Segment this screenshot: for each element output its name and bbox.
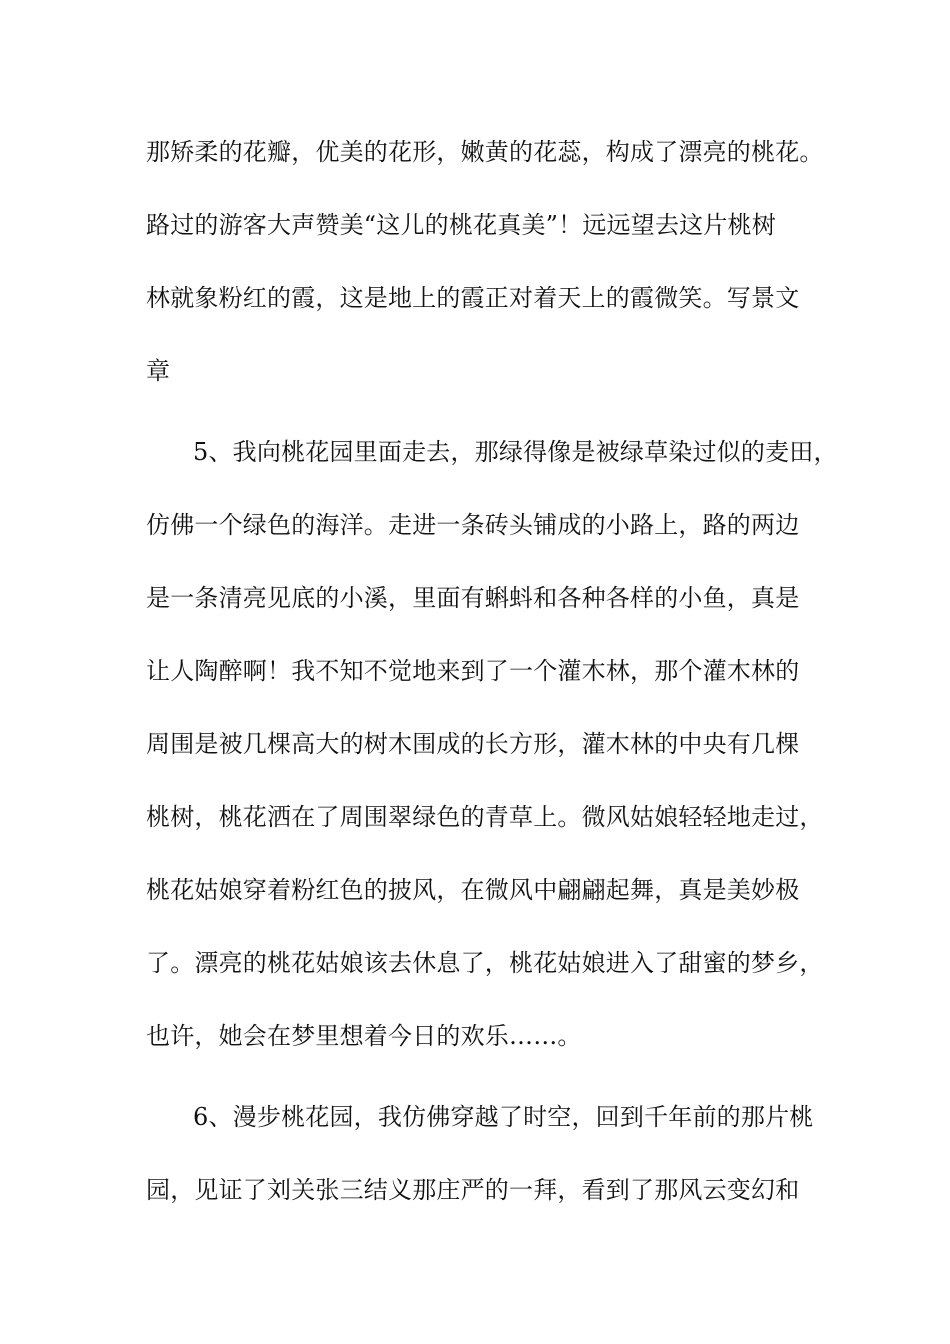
text-line: 仿佛一个绿色的海洋。走进一条砖头铺成的小路上，路的两边 — [146, 511, 800, 539]
text-line: 了。漂亮的桃花姑娘该去休息了，桃花姑娘进入了甜蜜的梦乡， — [146, 949, 824, 977]
text-line: 是一条清亮见底的小溪，里面有蝌蚪和各种各样的小鱼，真是 — [146, 584, 800, 612]
text-line: 那矫柔的花瓣，优美的花形，嫩黄的花蕊，构成了漂亮的桃花。 — [146, 138, 824, 166]
text-line: 园，见证了刘关张三结义那庄严的一拜，看到了那风云变幻和 — [146, 1176, 800, 1204]
text-line: 周围是被几棵高大的树木围成的长方形，灌木林的中央有几棵 — [146, 730, 800, 758]
text-line: 桃花姑娘穿着粉红色的披风，在微风中翩翩起舞，真是美妙极 — [146, 876, 800, 904]
paragraph-start-line: 6、漫步桃花园，我仿佛穿越了时空，回到千年前的那片桃 — [193, 1103, 814, 1131]
text-line: 也许，她会在梦里想着今日的欢乐……。 — [146, 1022, 582, 1050]
text-line: 林就象粉红的霞，这是地上的霞正对着天上的霞微笑。写景文 — [146, 284, 800, 312]
text-line: 路过的游客大声赞美“这儿的桃花真美”！远远望去这片桃树 — [146, 211, 776, 239]
paragraph-start-line: 5、我向桃花园里面走去，那绿得像是被绿草染过似的麦田， — [193, 438, 838, 466]
text-line: 章 — [146, 357, 171, 385]
text-line: 桃树，桃花洒在了周围翠绿色的青草上。微风姑娘轻轻地走过， — [146, 803, 824, 831]
text-line: 让人陶醉啊！我不知不觉地来到了一个灌木林，那个灌木林的 — [146, 657, 800, 685]
